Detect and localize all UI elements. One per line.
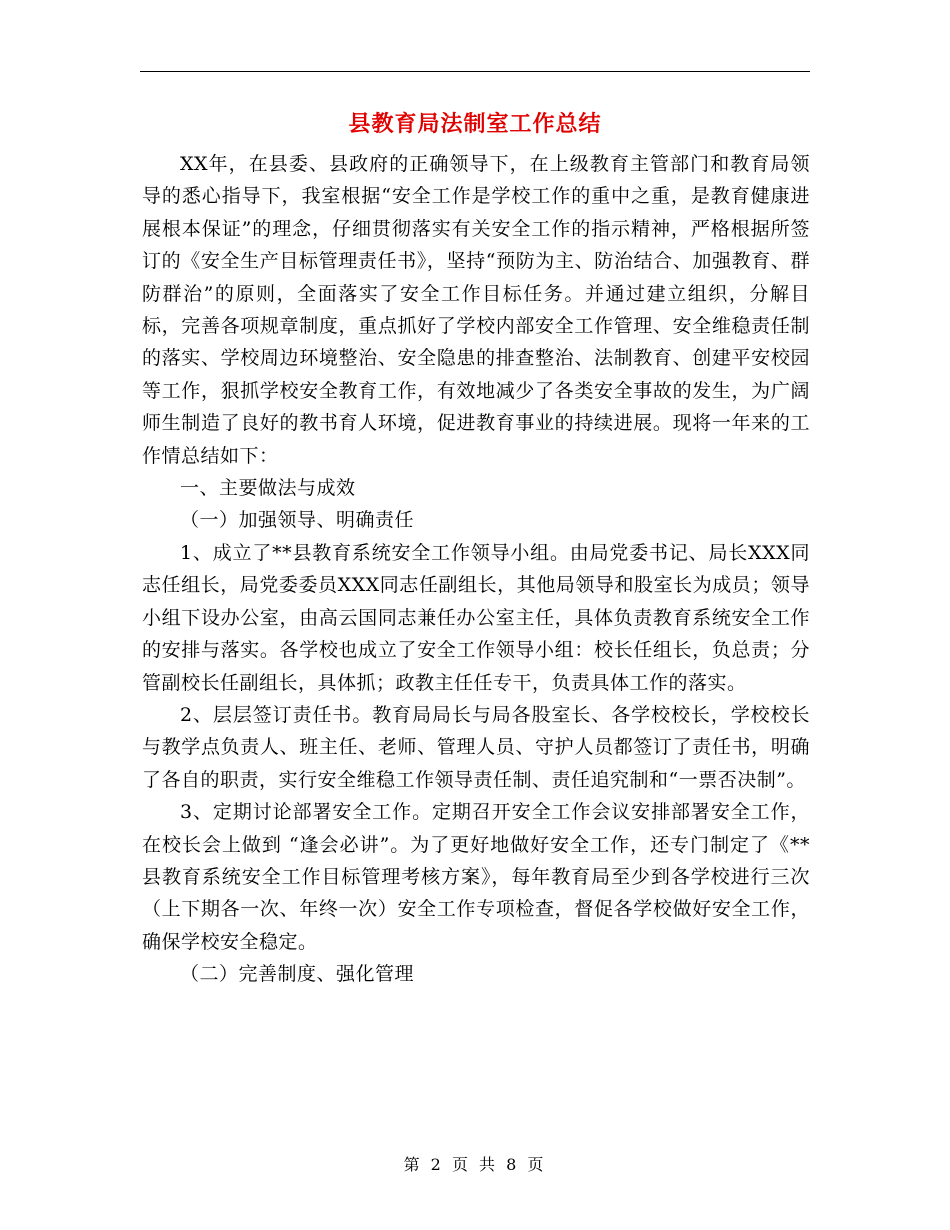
subsection-heading: （一）加强领导、明确责任 [180, 509, 415, 532]
body-paragraph: 1、成立了**县教育系统安全工作领导小组。由局党委书记、局长XXX同志任组长，局党委委员XXX同志任副组长，其他局领导和股室长为成员；领导小组下设办公室，由高云国同志兼任办公室主任，具体负责教育系统安全工作的安排与落实。各学校也成立了安全工作领导小组：校长任组长，负总责；分管副校长任副组长，具体抓；政教主任任专干，负责具体工作的落实。 [142, 541, 810, 694]
subsection-heading: （二）完善制度、强化管理 [180, 963, 415, 986]
document-body [142, 148, 810, 991]
header-rule [140, 71, 810, 72]
intro-paragraph: XX年，在县委、县政府的正确领导下，在上级教育主管部门和教育局领导的悉心指导下，我室根据“安全工作是学校工作的重中之重，是教育健康进展根本保证”的理念，仔细贯彻落实有关安全工作的指示精神，严格根据所签订的《安全生产目标管理责任书》，坚持“预防为主、防治结合、加强教育、群防群治”的原则，全面落实了安全工作目标任务。并通过建立组织，分解目标，完善各项规章制度，重点抓好了学校内部安全工作管理、安全维稳责任制的落实、学校周边环境整治、安全隐患的排查整治、法制教育、创建平安校园等工作，狠抓学校安全教育工作，有效地减少了各类安全事故的发生，为广阔师生制造了良好的教书育人环境，促进教育事业的持续进展。现将一年来的工作情总结如下： [142, 153, 810, 467]
body-paragraph: 3、定期讨论部署安全工作。定期召开安全工作会议安排部署安全工作，在校长会上做到 “逢会必讲”。为了更好地做好安全工作，还专门制定了《**县教育系统安全工作目标管理考核方案》，每年教育局至少到各学校进行三次（上下期各一次、年终一次）安全工作专项检查，督促各学校做好安全工作，确保学校安全稳定。 [142, 801, 810, 953]
page-number-footer: 第 2 页 共 8 页 [403, 1155, 547, 1174]
body-paragraph: 2、层层签订责任书。教育局局长与局各股室长、各学校校长，学校校长与教学点负责人、班主任、老师、管理人员、守护人员都签订了责任书，明确了各自的职责，实行安全维稳工作领导责任制、责任追究制和“一票否决制”。 [142, 703, 810, 791]
section-heading: 一、主要做法与成效 [180, 477, 356, 500]
document-title: 县教育局法制室工作总结 [348, 112, 602, 137]
